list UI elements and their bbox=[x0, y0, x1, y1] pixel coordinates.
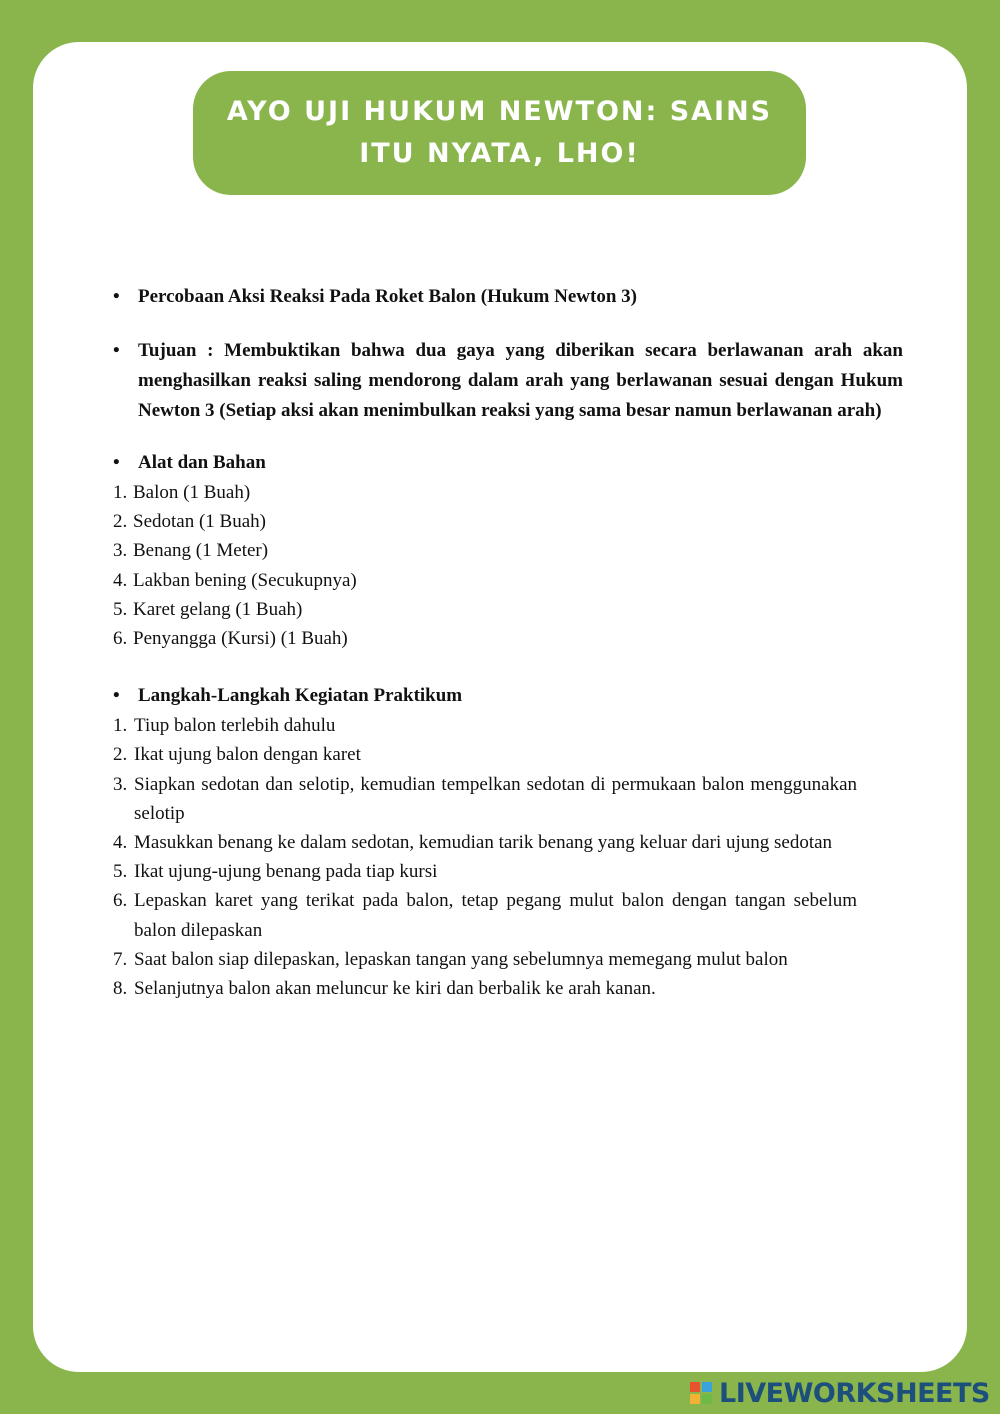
title-line-1: AYO UJI HUKUM NEWTON: SAINS bbox=[226, 96, 773, 127]
bullet-icon: • bbox=[113, 340, 120, 361]
item-number: 3. bbox=[113, 540, 128, 562]
step-text: Lepaskan karet yang terikat pada balon, tetap pegang mulut balon dengan tangan sebelum balon dilepaskan bbox=[134, 890, 857, 941]
list-item bbox=[113, 566, 903, 595]
step-text: Siapkan sedotan dan selotip, kemudian tempelkan sedotan di permukaan balon menggunakan selotip bbox=[134, 773, 857, 824]
item-text: Sedotan (1 Buah) bbox=[133, 511, 266, 533]
list-item bbox=[113, 711, 857, 740]
steps-list bbox=[113, 711, 857, 1003]
liveworksheets-logo[interactable] bbox=[690, 1372, 990, 1414]
step-text: Saat balon siap dilepaskan, lepaskan tangan yang sebelumnya memegang mulut balon bbox=[134, 948, 788, 970]
materials-heading-item bbox=[113, 448, 903, 478]
liveworksheets-icon bbox=[690, 1381, 716, 1405]
list-item bbox=[113, 945, 857, 974]
item-number: 5. bbox=[113, 598, 128, 620]
step-number: 8. bbox=[113, 978, 128, 1000]
item-number: 4. bbox=[113, 569, 128, 591]
list-item bbox=[113, 857, 857, 886]
item-text: Karet gelang (1 Buah) bbox=[133, 598, 303, 620]
materials-heading: Alat dan Bahan bbox=[138, 452, 266, 473]
step-number: 7. bbox=[113, 948, 128, 970]
step-number: 2. bbox=[113, 744, 128, 766]
purpose-text: Tujuan : Membuktikan bahwa dua gaya yang diberikan secara berlawanan arah akan menghasilkan reaksi saling mendorong dalam arah yang berlawanan sesuai dengan Hukum Newton 3 (Setiap aksi akan menimbulkan reaksi yang sama besar namun berlawanan arah) bbox=[138, 340, 903, 421]
worksheet-content bbox=[113, 282, 903, 1003]
title-line-2: ITU NYATA, LHO! bbox=[359, 138, 640, 169]
step-text: Tiup balon terlebih dahulu bbox=[134, 715, 336, 737]
list-item bbox=[113, 624, 903, 653]
bullet-icon: • bbox=[113, 452, 120, 473]
list-item bbox=[113, 536, 903, 565]
step-number: 5. bbox=[113, 861, 128, 883]
item-text: Benang (1 Meter) bbox=[133, 540, 269, 562]
step-number: 1. bbox=[113, 715, 128, 737]
item-number: 6. bbox=[113, 628, 128, 650]
step-text: Ikat ujung-ujung benang pada tiap kursi bbox=[134, 861, 438, 883]
steps-heading: Langkah-Langkah Kegiatan Praktikum bbox=[138, 685, 463, 707]
title-banner bbox=[193, 71, 806, 195]
item-number: 2. bbox=[113, 511, 128, 533]
purpose-item bbox=[113, 336, 903, 426]
item-text: Penyangga (Kursi) (1 Buah) bbox=[133, 628, 348, 650]
item-text: Lakban bening (Secukupnya) bbox=[133, 569, 357, 591]
list-item bbox=[113, 740, 857, 769]
list-item bbox=[113, 770, 857, 828]
bullet-icon: • bbox=[113, 685, 120, 707]
list-item bbox=[113, 595, 903, 624]
item-number: 1. bbox=[113, 482, 128, 503]
list-item bbox=[113, 507, 903, 536]
list-item bbox=[113, 478, 903, 507]
step-text: Selanjutnya balon akan meluncur ke kiri dan berbalik ke arah kanan. bbox=[134, 978, 656, 1000]
step-number: 6. bbox=[113, 890, 128, 912]
step-number: 4. bbox=[113, 832, 128, 854]
logo-text: LIVEWORKSHEETS bbox=[719, 1377, 990, 1409]
experiment-title: Percobaan Aksi Reaksi Pada Roket Balon (Hukum Newton 3) bbox=[138, 286, 637, 307]
step-number: 3. bbox=[113, 773, 128, 795]
steps-heading-item bbox=[113, 681, 903, 711]
list-item bbox=[113, 886, 857, 944]
list-item bbox=[113, 974, 857, 1003]
step-text: Ikat ujung balon dengan karet bbox=[134, 744, 361, 766]
step-text: Masukkan benang ke dalam sedotan, kemudian tarik benang yang keluar dari ujung sedotan bbox=[134, 832, 833, 854]
experiment-title-item bbox=[113, 282, 903, 312]
list-item bbox=[113, 828, 857, 857]
bullet-icon: • bbox=[113, 286, 120, 307]
item-text: Balon (1 Buah) bbox=[133, 482, 251, 503]
materials-list bbox=[113, 478, 903, 653]
